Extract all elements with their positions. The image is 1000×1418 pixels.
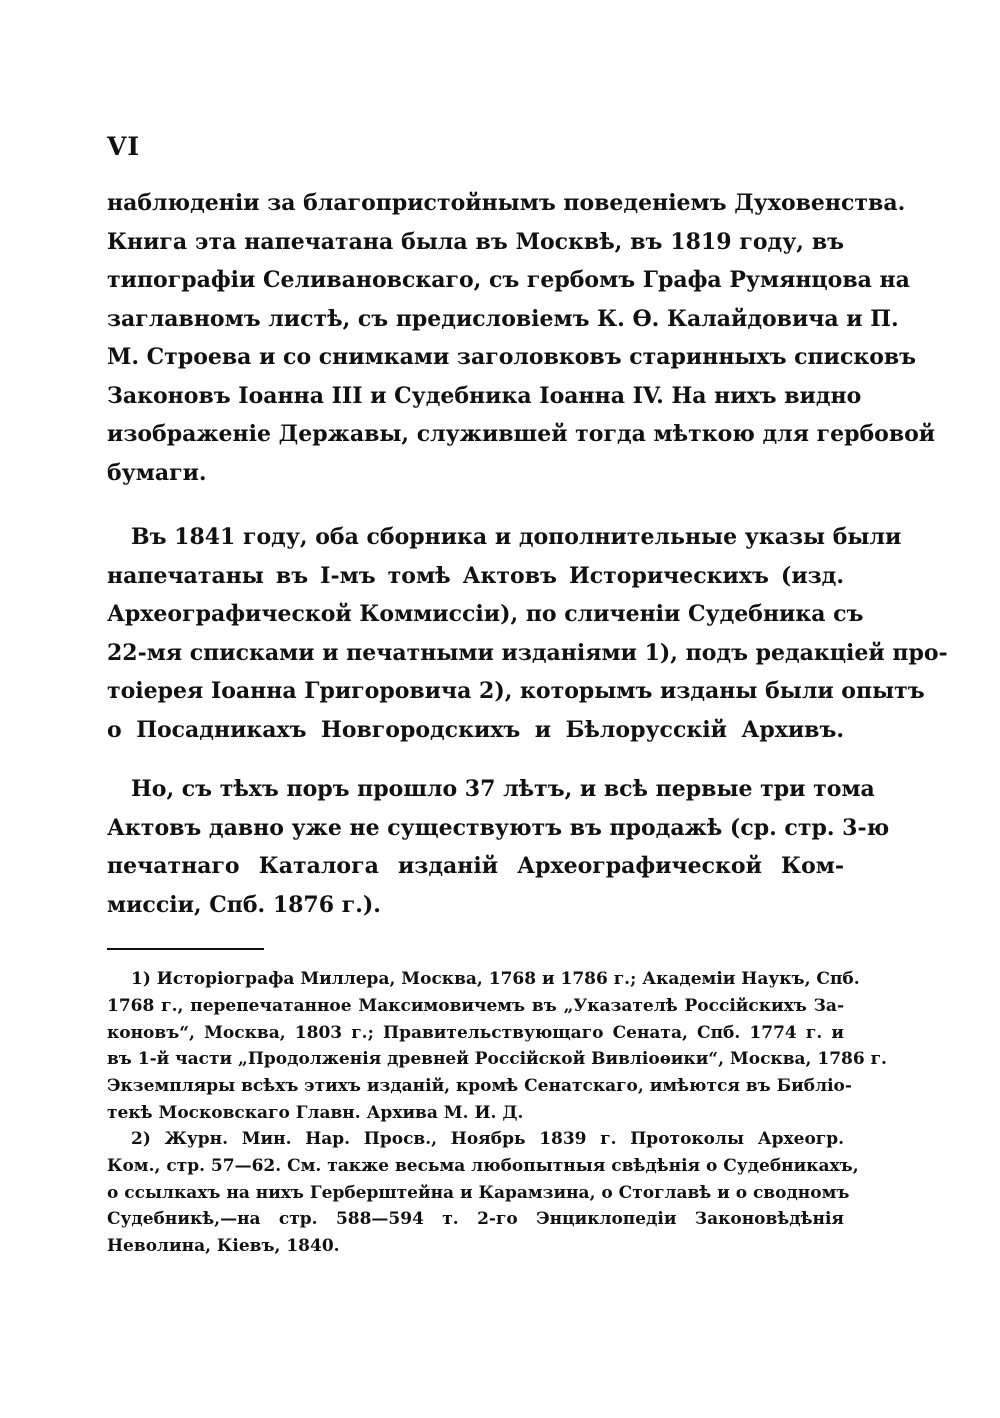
paragraph-3 (107, 770, 890, 924)
footnote-line: 1) Исторіографа Миллера, Москва, 1768 и 1786 г.; Академіи Наукъ, Спб. (131, 969, 860, 989)
page-number: VI (107, 132, 141, 161)
footnote-line: 2) Журн. Мин. Нар. Просв., Ноябрь 1839 г. Протоколы Археогр. (131, 1129, 844, 1149)
footnote-line: 1768 г., перепечатанное Максимовичемъ въ „Указателѣ Россійскихъ За- (107, 995, 844, 1016)
footnote-line: Судебникѣ,—на стр. 588—594 т. 2-го Энциклопедіи Законовѣдѣнія (107, 1209, 844, 1230)
text-line: М. Строева и со снимками заголовковъ старинныхъ списковъ (107, 344, 917, 370)
text-line: типографіи Селивановскаго, съ гербомъ Графа Румянцова на (107, 267, 910, 293)
text-line: изображеніе Державы, служившей тогда мѣткою для гербовой (107, 421, 936, 447)
text-line: печатнаго Каталога изданій Археографической Ком- (107, 853, 844, 879)
text-line: миссіи, Спб. 1876 г.). (107, 891, 381, 918)
footnote-line: текѣ Московскаго Главн. Архива М. И. Д. (107, 1102, 524, 1123)
text-line: о Посадникахъ Новгородскихъ и Бѣлорусскій Архивъ. (107, 716, 844, 743)
footnote-line: коновъ“, Москва, 1803 г.; Правительствующаго Сената, Спб. 1774 г. и (107, 1022, 844, 1043)
footnote-line: о ссылкахъ на нихъ Герберштейна и Карамзина, о Стоглавѣ и о сводномъ (107, 1182, 850, 1203)
text-line: Книга эта напечатана была въ Москвѣ, въ 1819 году, въ (107, 228, 844, 255)
text-line: заглавномъ листѣ, съ предисловіемъ К. Ѳ. Калайдовича и П. (107, 305, 899, 332)
text-line: наблюденіи за благопристойнымъ поведеніемъ Духовенства. (107, 190, 906, 216)
footnote-line: Ком., стр. 57—62. См. также весьма любопытныя свѣдѣнія о Судебникахъ, (107, 1155, 859, 1176)
text-line: напечатаны въ І-мъ томѣ Актовъ Историческихъ (изд. (107, 562, 844, 589)
footnote-2 (107, 1126, 859, 1260)
footnote-line: Неволина, Кіевъ, 1840. (107, 1236, 340, 1257)
footnote-1 (107, 966, 887, 1127)
footnote-line: Экземпляры всѣхъ этихъ изданій, кромѣ Сенатскаго, имѣются въ Библіо- (107, 1076, 852, 1097)
text-line: Археографической Коммиссіи), по сличеніи Судебника съ (107, 601, 864, 627)
footnote-line: въ 1-й части „Продолженія древней Россійской Вивліоѳики“, Москва, 1786 г. (107, 1049, 887, 1070)
text-line: Въ 1841 году, оба сборника и дополнительные указы были (131, 524, 902, 550)
footnote-divider (107, 948, 264, 950)
paragraph-1 (107, 184, 936, 492)
paragraph-2 (107, 518, 948, 749)
text-line: Но, съ тѣхъ поръ прошло 37 лѣтъ, и всѣ первые три тома (131, 776, 875, 802)
text-line: Актовъ давно уже не существуютъ въ продажѣ (ср. стр. 3-ю (107, 814, 890, 841)
text-line: 22-мя списками и печатными изданіями 1), подъ редакціей про- (107, 639, 948, 666)
text-line: бумаги. (107, 459, 207, 486)
text-line: Законовъ Іоанна III и Судебника Іоанна IV. На нихъ видно (107, 382, 862, 409)
text-line: тоіерея Іоанна Григоровича 2), которымъ изданы были опытъ (107, 678, 925, 704)
